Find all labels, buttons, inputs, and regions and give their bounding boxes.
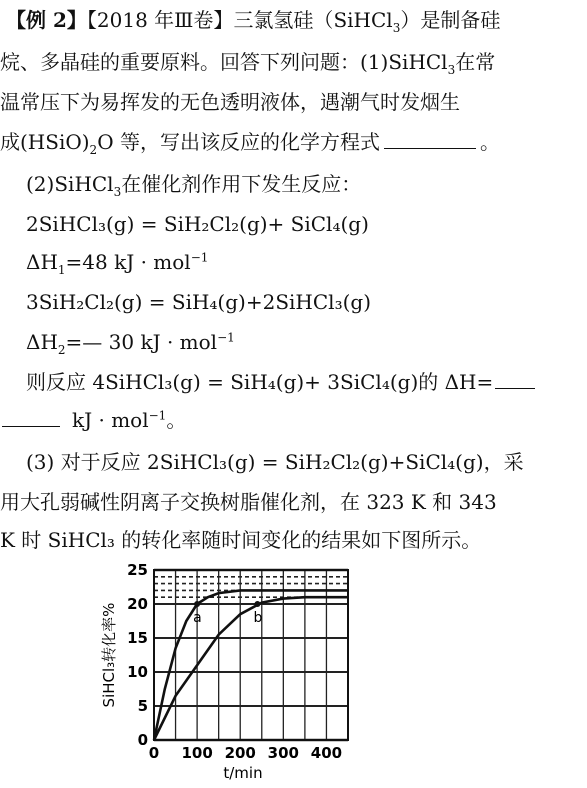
subscript: 1 <box>57 263 66 277</box>
superscript: −1 <box>217 330 235 345</box>
y-tick-label: 10 <box>127 663 148 681</box>
y-tick-label: 0 <box>137 731 148 749</box>
question-number: (2) <box>26 172 55 196</box>
line-2 <box>0 50 496 77</box>
plot-frame <box>154 570 348 740</box>
equation-text: 2SiHCl₃(g) = SiH₂Cl₂(g)+ SiCl₄(g) <box>26 212 369 236</box>
text: 在常 <box>455 50 496 74</box>
x-tick-label: 200 <box>224 744 256 762</box>
data-point-a <box>194 601 200 607</box>
text: 烷、多晶硅的重要原料。回答下列问题：(1) <box>0 50 389 74</box>
y-tick-label: 20 <box>127 595 148 613</box>
text: O 等，写出该反应的化学方程式 <box>97 130 380 154</box>
enthalpy-2 <box>26 330 235 357</box>
line-1 <box>6 8 501 35</box>
point-label-b: b <box>253 610 263 626</box>
equation-2 <box>26 290 371 314</box>
equation-text: 则反应 4SiHCl₃(g) = SiH₄(g)+ 3SiCl₄(g)的 ΔH= <box>26 370 494 394</box>
x-tick-label: 0 <box>148 744 160 762</box>
series-line-1 <box>154 590 348 740</box>
question-3-line-2 <box>0 490 497 514</box>
formula: SiHCl <box>54 172 114 196</box>
exam-source: 【2018 年Ⅲ卷】 <box>86 8 234 32</box>
text: 。 <box>166 408 187 432</box>
line-3 <box>0 90 460 114</box>
question-3-line-1 <box>26 450 524 474</box>
text: 。 <box>479 130 500 154</box>
superscript: −1 <box>148 408 167 423</box>
delta-h-label: ΔH <box>26 330 58 354</box>
subscript: 3 <box>447 63 456 77</box>
answer-blank-1[interactable] <box>384 130 476 149</box>
y-tick-label: 15 <box>127 629 148 647</box>
line-4 <box>0 130 500 157</box>
delta-h-value: =— 30 kJ · mol <box>65 330 218 354</box>
text: K 时 SiHCl₃ 的转化率随时间变化的结果如下图所示。 <box>0 528 482 552</box>
x-axis-label: t/min <box>223 764 263 782</box>
text: 用大孔弱碱性阴离子交换树脂催化剂，在 323 K 和 343 <box>0 490 497 514</box>
formula: SiHCl <box>333 8 393 32</box>
answer-blank-2a[interactable] <box>495 370 535 389</box>
delta-h-value: =48 kJ · mol <box>65 250 191 274</box>
x-tick-label: 300 <box>267 744 299 762</box>
y-tick-label: 25 <box>127 561 148 579</box>
subscript: 3 <box>113 185 122 199</box>
x-tick-label: 100 <box>181 744 213 762</box>
equation-3 <box>26 370 535 394</box>
y-axis-label: SiHCl₃转化率% <box>100 602 118 708</box>
data-point-b <box>254 601 260 607</box>
subscript: 2 <box>57 343 66 357</box>
x-tick-label: 400 <box>310 744 343 762</box>
formula: SiHCl <box>388 50 448 74</box>
text: 温常压下为易挥发的无色透明液体，遇潮气时发烟生 <box>0 90 460 114</box>
point-label-a: a <box>193 610 202 626</box>
enthalpy-1 <box>26 250 209 277</box>
question-2-heading <box>26 172 362 199</box>
equation-1 <box>26 212 369 236</box>
y-tick-label: 5 <box>137 697 148 715</box>
chart-svg <box>92 556 422 784</box>
subscript: 2 <box>89 143 98 157</box>
superscript: −1 <box>190 250 209 265</box>
intro-text: 三氯氢硅（ <box>233 8 334 32</box>
equation-text: 3SiH₂Cl₂(g) = SiH₄(g)+2SiHCl₃(g) <box>26 290 371 314</box>
example-tag: 【例 2】 <box>6 8 87 32</box>
unit-text: kJ · mol <box>72 408 149 432</box>
intro-text-end: ）是制备硅 <box>400 8 501 32</box>
series-line-2 <box>154 597 348 740</box>
answer-blank-2b[interactable] <box>2 408 60 427</box>
equation-3-cont <box>2 408 186 432</box>
text: (3) 对于反应 2SiHCl₃(g) = SiH₂Cl₂(g)+SiCl₄(g)，采 <box>26 450 524 474</box>
text: 成(HSiO) <box>0 130 90 154</box>
delta-h-label: ΔH <box>26 250 58 274</box>
conversion-chart <box>92 556 422 784</box>
text: 在催化剂作用下发生反应： <box>121 172 362 196</box>
question-3-line-3 <box>0 528 481 552</box>
subscript: 3 <box>392 21 401 35</box>
